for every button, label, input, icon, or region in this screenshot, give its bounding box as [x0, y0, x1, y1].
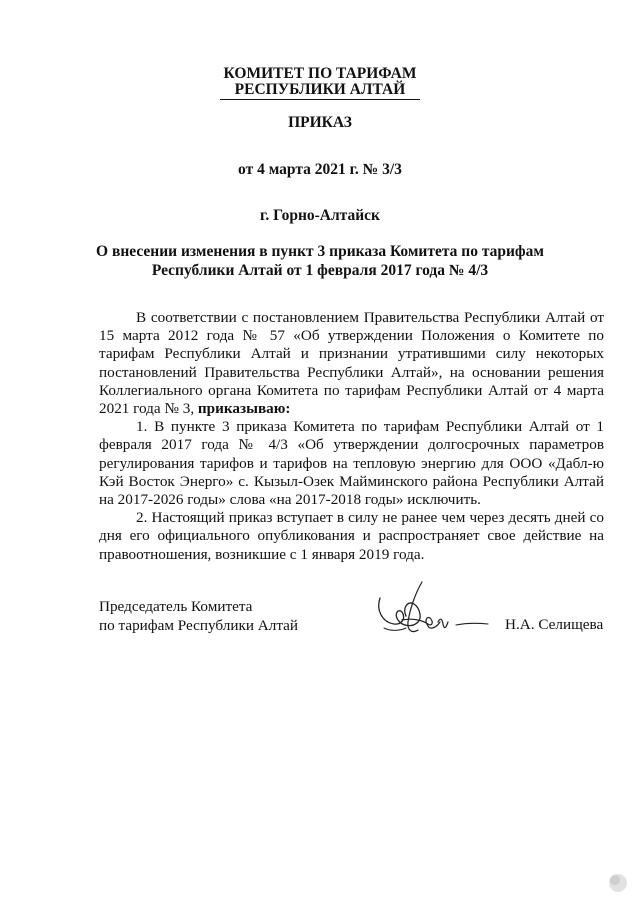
signer-position	[99, 598, 298, 635]
page-corner-mark-icon	[602, 867, 630, 895]
signer-name: Н.А. Селищева	[505, 616, 604, 633]
preamble-paragraph	[99, 309, 604, 418]
order-title: ПРИКАЗ	[288, 114, 352, 131]
order-body	[99, 309, 604, 564]
item-1-paragraph: 1. В пункте 3 приказа Комитета по тарифам Республики Алтай от 1 февраля 2017 года № 4/3 «Об утверждении долгосрочных параметров регулирования тарифов и тарифов на тепловую энергию для ООО «Дабл-ю Кэй Восток Энерго» с. Кызыл-Озек Майминского района Республики Алтай на 2017-2026 годы» слова «на 2017-2018 годы» исключить.	[99, 418, 604, 509]
handwritten-signature	[372, 578, 492, 642]
issuer-header	[0, 66, 640, 100]
signer-position-line2: по тарифам Республики Алтай	[99, 616, 299, 634]
preamble-text: В соответствии с постановлением Правительства Республики Алтай от 15 марта 2012 года № 57 «Об утверждении Положения о Комитете по тарифам Республики Алтай и признании утратившими силу некоторых постановлений Правительства Республики Алтай», на основании решения Коллегиального органа Комитета по тарифам Республики Алтай от 4 марта 2021 года № 3,	[99, 309, 604, 418]
header-underline	[220, 99, 420, 100]
decree-word: приказываю:	[197, 400, 291, 418]
issuer-name-line2: РЕСПУБЛИКИ АЛТАЙ	[234, 81, 406, 98]
issuer-name-line1: КОМИТЕТ ПО ТАРИФАМ	[223, 65, 417, 82]
order-date: от 4 марта 2021 г. № 3/3	[238, 161, 402, 178]
subject-line2: Республики Алтай от 1 февраля 2017 года № 4/3	[151, 262, 489, 279]
item-2-paragraph: 2. Настоящий приказ вступает в силу не ранее чем через десять дней со дня его официального опубликования и распространяет свое действие на правоотношения, возникшие с 1 января 2019 года.	[99, 509, 604, 563]
signer-position-line1: Председатель Комитета	[99, 598, 253, 615]
subject-line1: О внесении изменения в пункт 3 приказа Комитета по тарифам	[96, 243, 544, 260]
order-subject	[0, 242, 640, 280]
order-city: г. Горно-Алтайск	[260, 207, 380, 224]
